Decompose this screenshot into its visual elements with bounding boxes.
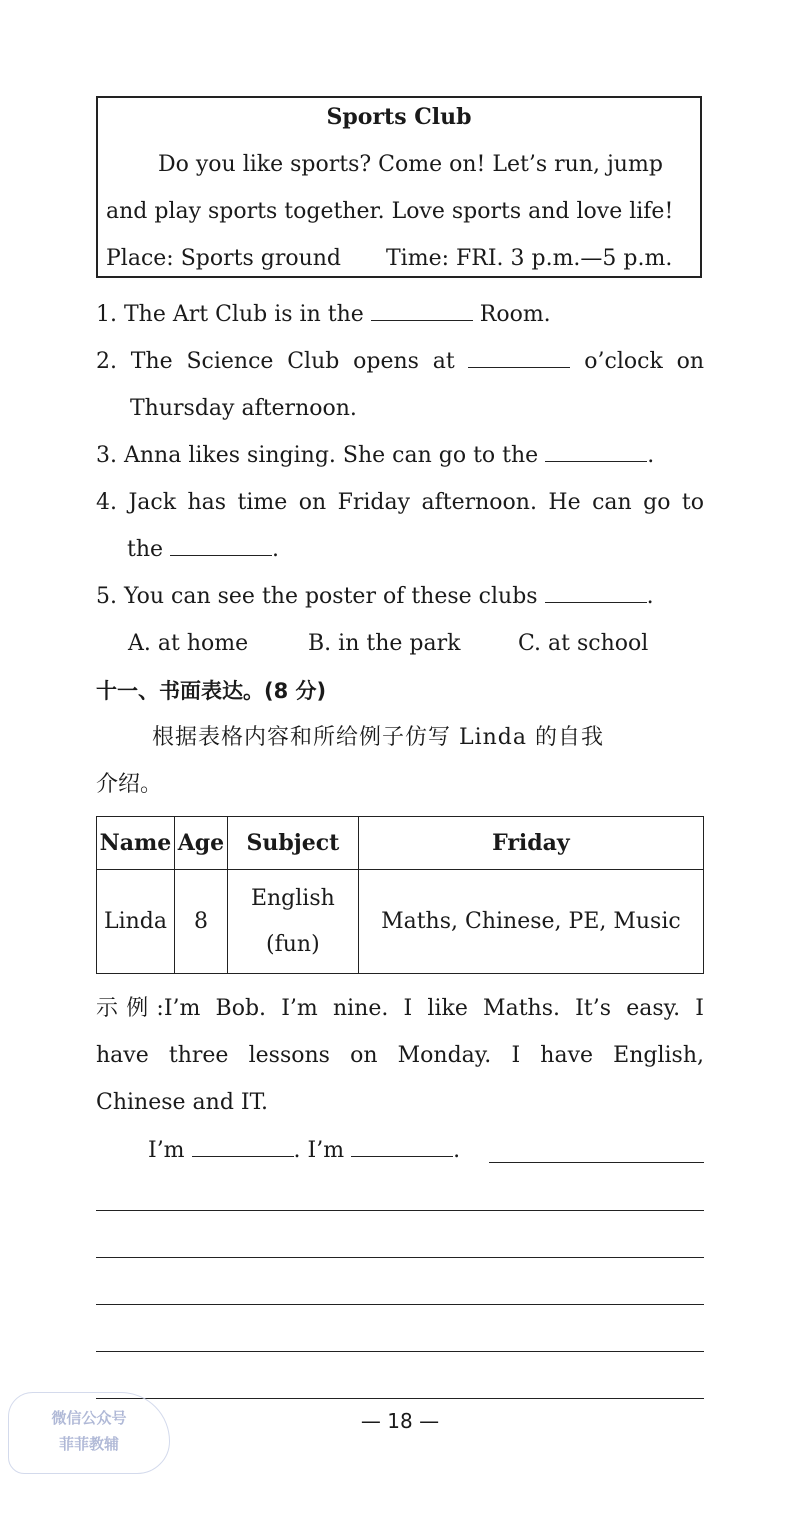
question-2-continuation: Thursday afternoon. — [130, 396, 357, 421]
answer-blank[interactable] — [468, 347, 570, 368]
header-subject: Subject — [227, 817, 358, 870]
question-text: Anna likes singing. She can go to the — [124, 443, 539, 468]
question-text-after: . — [272, 537, 280, 562]
header-friday: Friday — [358, 817, 703, 870]
example-line-2: have three lessons on Monday. I have English, — [96, 1043, 704, 1068]
writing-line[interactable] — [96, 1210, 704, 1211]
subject-line-1: English — [250, 885, 335, 911]
poster-line-1: Do you like sports? Come on! Let’s run, jump — [158, 152, 663, 177]
question-number: 2. — [96, 349, 117, 374]
writing-line[interactable] — [489, 1162, 704, 1163]
watermark-line-2: 菲菲教辅 — [58, 1435, 119, 1453]
question-4-continuation — [127, 535, 279, 565]
question-2 — [96, 347, 704, 377]
info-table — [96, 816, 704, 974]
poster-title: Sports Club — [326, 104, 472, 130]
option-b: B. in the park — [308, 631, 461, 656]
table-row — [97, 870, 704, 974]
writing-line[interactable] — [96, 1398, 704, 1399]
answer-blank[interactable] — [545, 441, 647, 462]
watermark-line-1: 微信公众号 — [51, 1409, 127, 1427]
poster-place: Place: Sports ground — [106, 246, 342, 271]
question-3 — [96, 441, 654, 471]
question-1 — [96, 300, 551, 330]
question-number: 3. — [96, 443, 117, 468]
question-text-after: o’clock on — [584, 349, 704, 374]
sports-club-poster — [96, 96, 702, 278]
cell-subject — [227, 870, 358, 974]
question-5 — [96, 582, 654, 612]
instruction-line-1: 根据表格内容和所给例子仿写 Linda 的自我 — [152, 725, 605, 750]
question-text-after: . — [647, 443, 655, 468]
section-heading: 十一、书面表达。(8 分) — [96, 679, 327, 703]
cell-name: Linda — [97, 870, 175, 974]
question-number: 1. — [96, 302, 117, 327]
example-line-3: Chinese and IT. — [96, 1090, 269, 1115]
cell-age: 8 — [174, 870, 227, 974]
question-text: You can see the poster of these clubs — [124, 584, 538, 609]
example-line-1: 示例:I’m Bob. I’m nine. I like Maths. It’s easy. I — [96, 996, 704, 1021]
answer-im-1: I’m — [148, 1138, 185, 1163]
watermark — [8, 1392, 170, 1474]
answer-start — [148, 1136, 460, 1166]
question-text: Jack has time on Friday afternoon. He can go to — [128, 490, 704, 515]
answer-blank[interactable] — [545, 582, 647, 603]
question-number: 4. — [96, 490, 117, 515]
header-age: Age — [174, 817, 227, 870]
question-text: the — [127, 537, 164, 562]
question-4 — [96, 488, 704, 518]
question-text-after: Room. — [479, 302, 551, 327]
writing-line[interactable] — [96, 1257, 704, 1258]
option-a: A. at home — [128, 631, 249, 656]
page-number: — 18 — — [360, 1409, 440, 1433]
question-text: The Art Club is in the — [124, 302, 364, 327]
header-name: Name — [97, 817, 175, 870]
poster-line-2: and play sports together. Love sports and love life! — [106, 199, 674, 224]
instruction-line-2: 介绍。 — [96, 772, 163, 797]
answer-blank[interactable] — [170, 535, 272, 556]
answer-blank[interactable] — [351, 1136, 453, 1157]
question-text-after: . — [646, 584, 654, 609]
writing-line[interactable] — [96, 1304, 704, 1305]
writing-line[interactable] — [96, 1351, 704, 1352]
answer-blank[interactable] — [371, 300, 473, 321]
cell-friday: Maths, Chinese, PE, Music — [358, 870, 703, 974]
table-header-row — [97, 817, 704, 870]
answer-blank[interactable] — [192, 1136, 294, 1157]
subject-line-2: (fun) — [266, 931, 320, 957]
question-number: 5. — [96, 584, 117, 609]
option-c: C. at school — [518, 631, 649, 656]
answer-im-2: . I’m — [293, 1138, 345, 1163]
question-text: The Science Club opens at — [130, 349, 455, 374]
answer-dot: . — [453, 1138, 461, 1163]
poster-time: Time: FRI. 3 p.m.—5 p.m. — [386, 246, 673, 271]
